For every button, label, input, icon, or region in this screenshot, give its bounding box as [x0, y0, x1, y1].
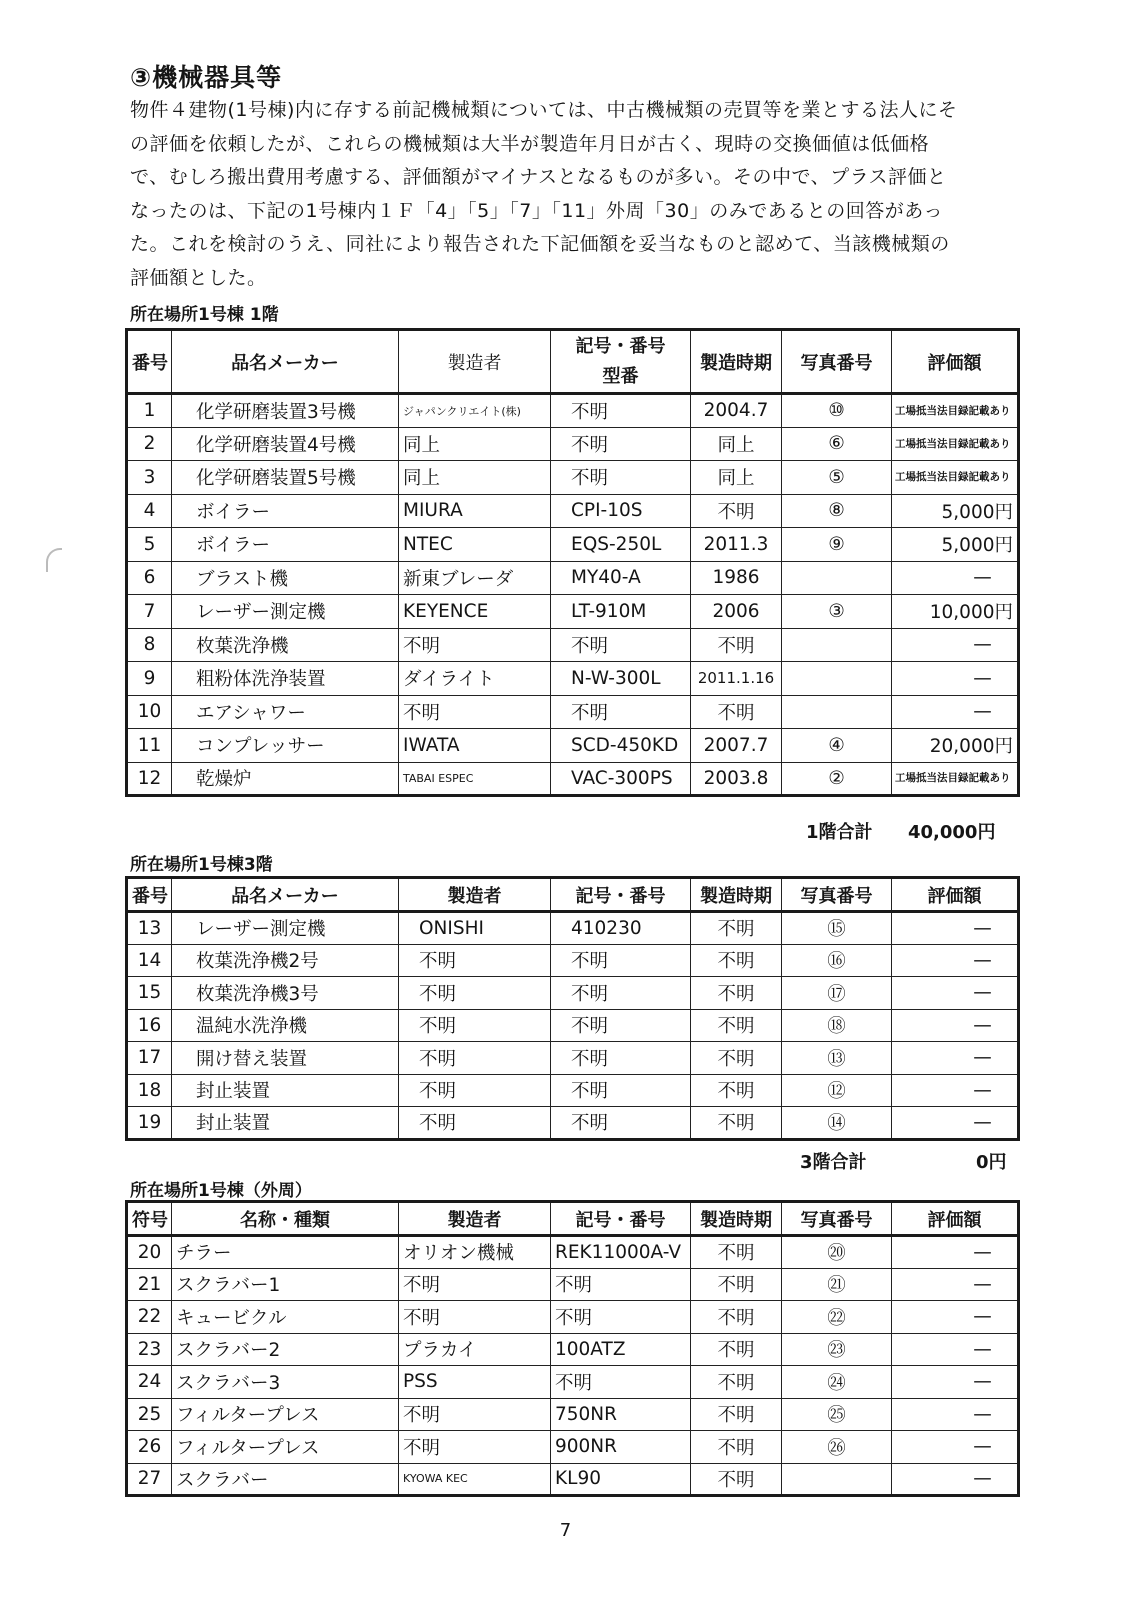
cell-maker: 不明	[399, 944, 551, 977]
cell-no: 20	[127, 1236, 172, 1269]
cell-maker: KYOWA KEC	[399, 1463, 551, 1496]
table-row	[127, 695, 1019, 729]
cell-date: 2004.7	[691, 394, 782, 428]
col-header-photo: 写真番号	[782, 1202, 892, 1236]
col-header-date: 製造時期	[691, 330, 782, 394]
cell-no: 9	[127, 662, 172, 696]
cell-value: —	[892, 1431, 1019, 1464]
cell-name: 枚葉洗浄機2号	[172, 944, 399, 977]
col-header-value: 評価額	[892, 1202, 1019, 1236]
cell-model: LT-910M	[551, 595, 691, 629]
cell-date: 2011.1.16	[691, 662, 782, 696]
floor1-table	[125, 328, 1020, 797]
col-header-maker: 製造者	[399, 878, 551, 912]
cell-maker: 不明	[399, 977, 551, 1010]
cell-date: 不明	[691, 1107, 782, 1140]
cell-maker: 不明	[399, 1301, 551, 1334]
cell-no: 21	[127, 1268, 172, 1301]
cell-no: 6	[127, 561, 172, 595]
cell-photo: ㉖	[782, 1431, 892, 1464]
cell-photo: ⑥	[782, 427, 892, 461]
cell-date: 同上	[691, 427, 782, 461]
cell-no: 2	[127, 427, 172, 461]
cell-name: 化学研磨装置5号機	[172, 461, 399, 495]
cell-value: —	[892, 1236, 1019, 1269]
floor3-total-value: 0円	[976, 1152, 1007, 1173]
cell-no: 25	[127, 1398, 172, 1431]
cell-photo: ⑰	[782, 977, 892, 1010]
cell-value: —	[892, 1301, 1019, 1334]
cell-name: レーザー測定機	[172, 595, 399, 629]
paragraph-line: 物件４建物(1号棟)内に存する前記機械類については、中古機械類の売買等を業とする法人にそ	[130, 99, 958, 121]
cell-no: 11	[127, 729, 172, 763]
table-row	[127, 1366, 1019, 1399]
cell-maker: 不明	[399, 1107, 551, 1140]
cell-name: 乾燥炉	[172, 762, 399, 796]
cell-photo: ㉔	[782, 1366, 892, 1399]
cell-photo: ⑨	[782, 528, 892, 562]
cell-name: 温純水洗浄機	[172, 1009, 399, 1042]
col-header-photo: 写真番号	[782, 878, 892, 912]
cell-value: —	[892, 1009, 1019, 1042]
cell-photo: ⑯	[782, 944, 892, 977]
cell-name: スクラバー2	[172, 1333, 399, 1366]
cell-name: チラー	[172, 1236, 399, 1269]
paragraph-line: の評価を依頼したが、これらの機械類は大半が製造年月日が古く、現時の交換価値は低価格	[130, 132, 930, 155]
table-row	[127, 1398, 1019, 1431]
cell-maker: 不明	[399, 1009, 551, 1042]
cell-photo: ⑫	[782, 1074, 892, 1107]
cell-model: 不明	[551, 977, 691, 1010]
cell-model: 100ATZ	[551, 1333, 691, 1366]
cell-maker: TABAI ESPEC	[399, 762, 551, 796]
cell-model: 不明	[551, 394, 691, 428]
cell-maker: MIURA	[399, 494, 551, 528]
cell-photo	[782, 662, 892, 696]
table-row	[127, 461, 1019, 495]
table-row	[127, 762, 1019, 796]
cell-no: 17	[127, 1042, 172, 1075]
col-header-value: 評価額	[892, 330, 1019, 394]
table-row	[127, 912, 1019, 945]
cell-value: —	[892, 1042, 1019, 1075]
cell-value: —	[892, 561, 1019, 595]
cell-photo: ⑭	[782, 1107, 892, 1140]
cell-date: 2006	[691, 595, 782, 629]
cell-no: 19	[127, 1107, 172, 1140]
table-header-row	[127, 330, 1019, 394]
cell-maker: 不明	[399, 695, 551, 729]
cell-photo: ㉕	[782, 1398, 892, 1431]
cell-date: 不明	[691, 1301, 782, 1334]
table-row	[127, 1268, 1019, 1301]
cell-maker: IWATA	[399, 729, 551, 763]
cell-no: 16	[127, 1009, 172, 1042]
cell-value: —	[892, 1268, 1019, 1301]
cell-name: フィルタープレス	[172, 1398, 399, 1431]
cell-name: キュービクル	[172, 1301, 399, 1334]
cell-photo: ②	[782, 762, 892, 796]
cell-name: ブラスト機	[172, 561, 399, 595]
cell-date: 不明	[691, 912, 782, 945]
cell-value: —	[892, 1333, 1019, 1366]
cell-date: 不明	[691, 1009, 782, 1042]
cell-name: スクラバー1	[172, 1268, 399, 1301]
cell-maker: プラカイ	[399, 1333, 551, 1366]
cell-photo: ㉓	[782, 1333, 892, 1366]
table-row	[127, 1236, 1019, 1269]
cell-photo: ㉑	[782, 1268, 892, 1301]
cell-model: 不明	[551, 427, 691, 461]
cell-no: 10	[127, 695, 172, 729]
cell-model: 750NR	[551, 1398, 691, 1431]
cell-date: 不明	[691, 494, 782, 528]
cell-model: 不明	[551, 1301, 691, 1334]
cell-model: REK11000A-V	[551, 1236, 691, 1269]
section2-title: 所在場所1号棟3階	[130, 855, 273, 875]
col-header-no: 符号	[127, 1202, 172, 1236]
cell-date: 1986	[691, 561, 782, 595]
cell-date: 2003.8	[691, 762, 782, 796]
cell-date: 不明	[691, 1333, 782, 1366]
table-row	[127, 394, 1019, 428]
cell-value: —	[892, 977, 1019, 1010]
cell-name: ボイラー	[172, 494, 399, 528]
table-row	[127, 561, 1019, 595]
cell-model: MY40-A	[551, 561, 691, 595]
cell-no: 13	[127, 912, 172, 945]
cell-maker: 同上	[399, 461, 551, 495]
cell-model: 不明	[551, 695, 691, 729]
cell-date: 不明	[691, 1366, 782, 1399]
cell-value: 工場抵当法目録記載あり	[892, 394, 1019, 428]
paragraph-line: 評価額とした。	[130, 266, 267, 289]
cell-name: フィルタープレス	[172, 1431, 399, 1464]
cell-name: 枚葉洗浄機	[172, 628, 399, 662]
cell-maker: 不明	[399, 1398, 551, 1431]
cell-photo	[782, 695, 892, 729]
table-row	[127, 1107, 1019, 1140]
cell-maker: NTEC	[399, 528, 551, 562]
cell-model: VAC-300PS	[551, 762, 691, 796]
col-header-model: 記号・番号	[551, 878, 691, 912]
cell-value: 20,000円	[892, 729, 1019, 763]
table-row	[127, 1301, 1019, 1334]
table-row	[127, 494, 1019, 528]
cell-value: —	[892, 944, 1019, 977]
cell-date: 不明	[691, 1074, 782, 1107]
col-header-value: 評価額	[892, 878, 1019, 912]
cell-maker: 不明	[399, 1431, 551, 1464]
cell-model: 不明	[551, 1074, 691, 1107]
cell-name: 粗粉体洗浄装置	[172, 662, 399, 696]
cell-name: 枚葉洗浄機3号	[172, 977, 399, 1010]
paragraph-line: で、むしろ搬出費用考慮する、評価額がマイナスとなるものが多い。その中で、プラス評価と	[130, 166, 947, 188]
table-row	[127, 1042, 1019, 1075]
cell-value: —	[892, 1463, 1019, 1496]
cell-name: エアシャワー	[172, 695, 399, 729]
cell-maker: ジャパンクリエイト(株)	[399, 394, 551, 428]
paragraph-line: なったのは、下記の1号棟内１Ｆ「4」「5」「7」「11」外周「30」のみであるとの回答があっ	[130, 199, 944, 222]
cell-model: 不明	[551, 1268, 691, 1301]
cell-no: 8	[127, 628, 172, 662]
cell-photo: ③	[782, 595, 892, 629]
cell-no: 1	[127, 394, 172, 428]
cell-value: —	[892, 662, 1019, 696]
floor1-total-label: 1階合計	[806, 822, 873, 843]
cell-date: 不明	[691, 1042, 782, 1075]
col-header-model-line2: 型番	[602, 365, 639, 387]
cell-maker: 不明	[399, 1074, 551, 1107]
cell-no: 15	[127, 977, 172, 1010]
cell-name: 封止装置	[172, 1107, 399, 1140]
cell-value: —	[892, 912, 1019, 945]
cell-date: 不明	[691, 1398, 782, 1431]
cell-date: 不明	[691, 1431, 782, 1464]
cell-maker: KEYENCE	[399, 595, 551, 629]
table-row	[127, 1074, 1019, 1107]
table-row	[127, 1463, 1019, 1496]
table-row	[127, 528, 1019, 562]
cell-maker: 不明	[399, 628, 551, 662]
cell-value: 工場抵当法目録記載あり	[892, 427, 1019, 461]
col-header-name: 品名メーカー	[172, 330, 399, 394]
cell-no: 7	[127, 595, 172, 629]
cell-photo	[782, 628, 892, 662]
cell-photo: ⑩	[782, 394, 892, 428]
cell-no: 24	[127, 1366, 172, 1399]
table-row	[127, 662, 1019, 696]
cell-date: 2007.7	[691, 729, 782, 763]
cell-no: 26	[127, 1431, 172, 1464]
cell-name: レーザー測定機	[172, 912, 399, 945]
cell-date: 2011.3	[691, 528, 782, 562]
col-header-model-line1: 記号・番号	[575, 335, 666, 357]
table-row	[127, 729, 1019, 763]
cell-photo: ④	[782, 729, 892, 763]
cell-value: 工場抵当法目録記載あり	[892, 762, 1019, 796]
col-header-model	[551, 330, 691, 394]
cell-value: —	[892, 628, 1019, 662]
cell-photo	[782, 561, 892, 595]
perimeter-table	[125, 1200, 1020, 1497]
cell-name: スクラバー	[172, 1463, 399, 1496]
table-header-row	[127, 1202, 1019, 1236]
cell-date: 不明	[691, 628, 782, 662]
cell-maker: 不明	[399, 1268, 551, 1301]
cell-model: SCD-450KD	[551, 729, 691, 763]
cell-value: —	[892, 1366, 1019, 1399]
cell-date: 同上	[691, 461, 782, 495]
cell-model: 410230	[551, 912, 691, 945]
cell-date: 不明	[691, 695, 782, 729]
cell-value: 工場抵当法目録記載あり	[892, 461, 1019, 495]
cell-date: 不明	[691, 944, 782, 977]
cell-model: 不明	[551, 461, 691, 495]
table-header-row	[127, 878, 1019, 912]
cell-value: —	[892, 695, 1019, 729]
cell-photo: ⑤	[782, 461, 892, 495]
col-header-maker: 製造者	[399, 330, 551, 394]
cell-maker: PSS	[399, 1366, 551, 1399]
cell-model: 不明	[551, 944, 691, 977]
table-row	[127, 1431, 1019, 1464]
cell-name: 開け替え装置	[172, 1042, 399, 1075]
cell-value: —	[892, 1074, 1019, 1107]
cell-model: 不明	[551, 1042, 691, 1075]
col-header-model: 記号・番号	[551, 1202, 691, 1236]
col-header-photo: 写真番号	[782, 330, 892, 394]
cell-photo: ⑳	[782, 1236, 892, 1269]
cell-value: 5,000円	[892, 494, 1019, 528]
cell-maker: 新東ブレーダ	[399, 561, 551, 595]
cell-date: 不明	[691, 977, 782, 1010]
table-row	[127, 628, 1019, 662]
table-row	[127, 1009, 1019, 1042]
cell-model: CPI-10S	[551, 494, 691, 528]
cell-name: コンプレッサー	[172, 729, 399, 763]
cell-maker: ダイライト	[399, 662, 551, 696]
cell-value: —	[892, 1398, 1019, 1431]
cell-maker: 同上	[399, 427, 551, 461]
cell-date: 不明	[691, 1268, 782, 1301]
cell-name: ボイラー	[172, 528, 399, 562]
cell-photo: ㉒	[782, 1301, 892, 1334]
cell-photo	[782, 1463, 892, 1496]
table-row	[127, 1333, 1019, 1366]
cell-no: 4	[127, 494, 172, 528]
cell-model: EQS-250L	[551, 528, 691, 562]
cell-photo: ⑧	[782, 494, 892, 528]
cell-no: 3	[127, 461, 172, 495]
section1-title: 所在場所1号棟 1階	[130, 305, 279, 325]
cell-maker: 不明	[399, 1042, 551, 1075]
cell-name: 化学研磨装置4号機	[172, 427, 399, 461]
cell-maker: ONISHI	[399, 912, 551, 945]
cell-name: 化学研磨装置3号機	[172, 394, 399, 428]
cell-no: 14	[127, 944, 172, 977]
cell-no: 12	[127, 762, 172, 796]
cell-model: 900NR	[551, 1431, 691, 1464]
cell-model: N-W-300L	[551, 662, 691, 696]
table-row	[127, 944, 1019, 977]
table-row	[127, 427, 1019, 461]
cell-model: 不明	[551, 628, 691, 662]
scan-mark	[46, 548, 62, 572]
col-header-date: 製造時期	[691, 878, 782, 912]
section-heading: ③機械器具等	[130, 63, 283, 92]
floor1-total-value: 40,000円	[908, 822, 996, 843]
cell-name: スクラバー3	[172, 1366, 399, 1399]
cell-model: 不明	[551, 1009, 691, 1042]
cell-model: KL90	[551, 1463, 691, 1496]
col-header-name: 品名メーカー	[172, 878, 399, 912]
cell-value: 5,000円	[892, 528, 1019, 562]
cell-value: —	[892, 1107, 1019, 1140]
col-header-maker: 製造者	[399, 1202, 551, 1236]
cell-no: 27	[127, 1463, 172, 1496]
col-header-no: 番号	[127, 330, 172, 394]
paragraph-line: た。これを検討のうえ、同社により報告された下記価額を妥当なものと認めて、当該機械類の	[130, 233, 950, 255]
cell-maker: オリオン機械	[399, 1236, 551, 1269]
floor3-table	[125, 876, 1020, 1141]
cell-no: 22	[127, 1301, 172, 1334]
table-row	[127, 595, 1019, 629]
cell-no: 18	[127, 1074, 172, 1107]
body-paragraph	[130, 94, 1030, 295]
col-header-date: 製造時期	[691, 1202, 782, 1236]
cell-value: 10,000円	[892, 595, 1019, 629]
cell-no: 23	[127, 1333, 172, 1366]
page-number: 7	[559, 1520, 572, 1541]
col-header-name: 名称・種類	[172, 1202, 399, 1236]
table-row	[127, 977, 1019, 1010]
cell-date: 不明	[691, 1463, 782, 1496]
section3-title: 所在場所1号棟（外周）	[130, 1181, 312, 1201]
cell-no: 5	[127, 528, 172, 562]
cell-photo: ⑱	[782, 1009, 892, 1042]
cell-date: 不明	[691, 1236, 782, 1269]
cell-model: 不明	[551, 1107, 691, 1140]
floor3-total-label: 3階合計	[800, 1152, 867, 1173]
cell-name: 封止装置	[172, 1074, 399, 1107]
cell-model: 不明	[551, 1366, 691, 1399]
col-header-no: 番号	[127, 878, 172, 912]
cell-photo: ⑬	[782, 1042, 892, 1075]
cell-photo: ⑮	[782, 912, 892, 945]
